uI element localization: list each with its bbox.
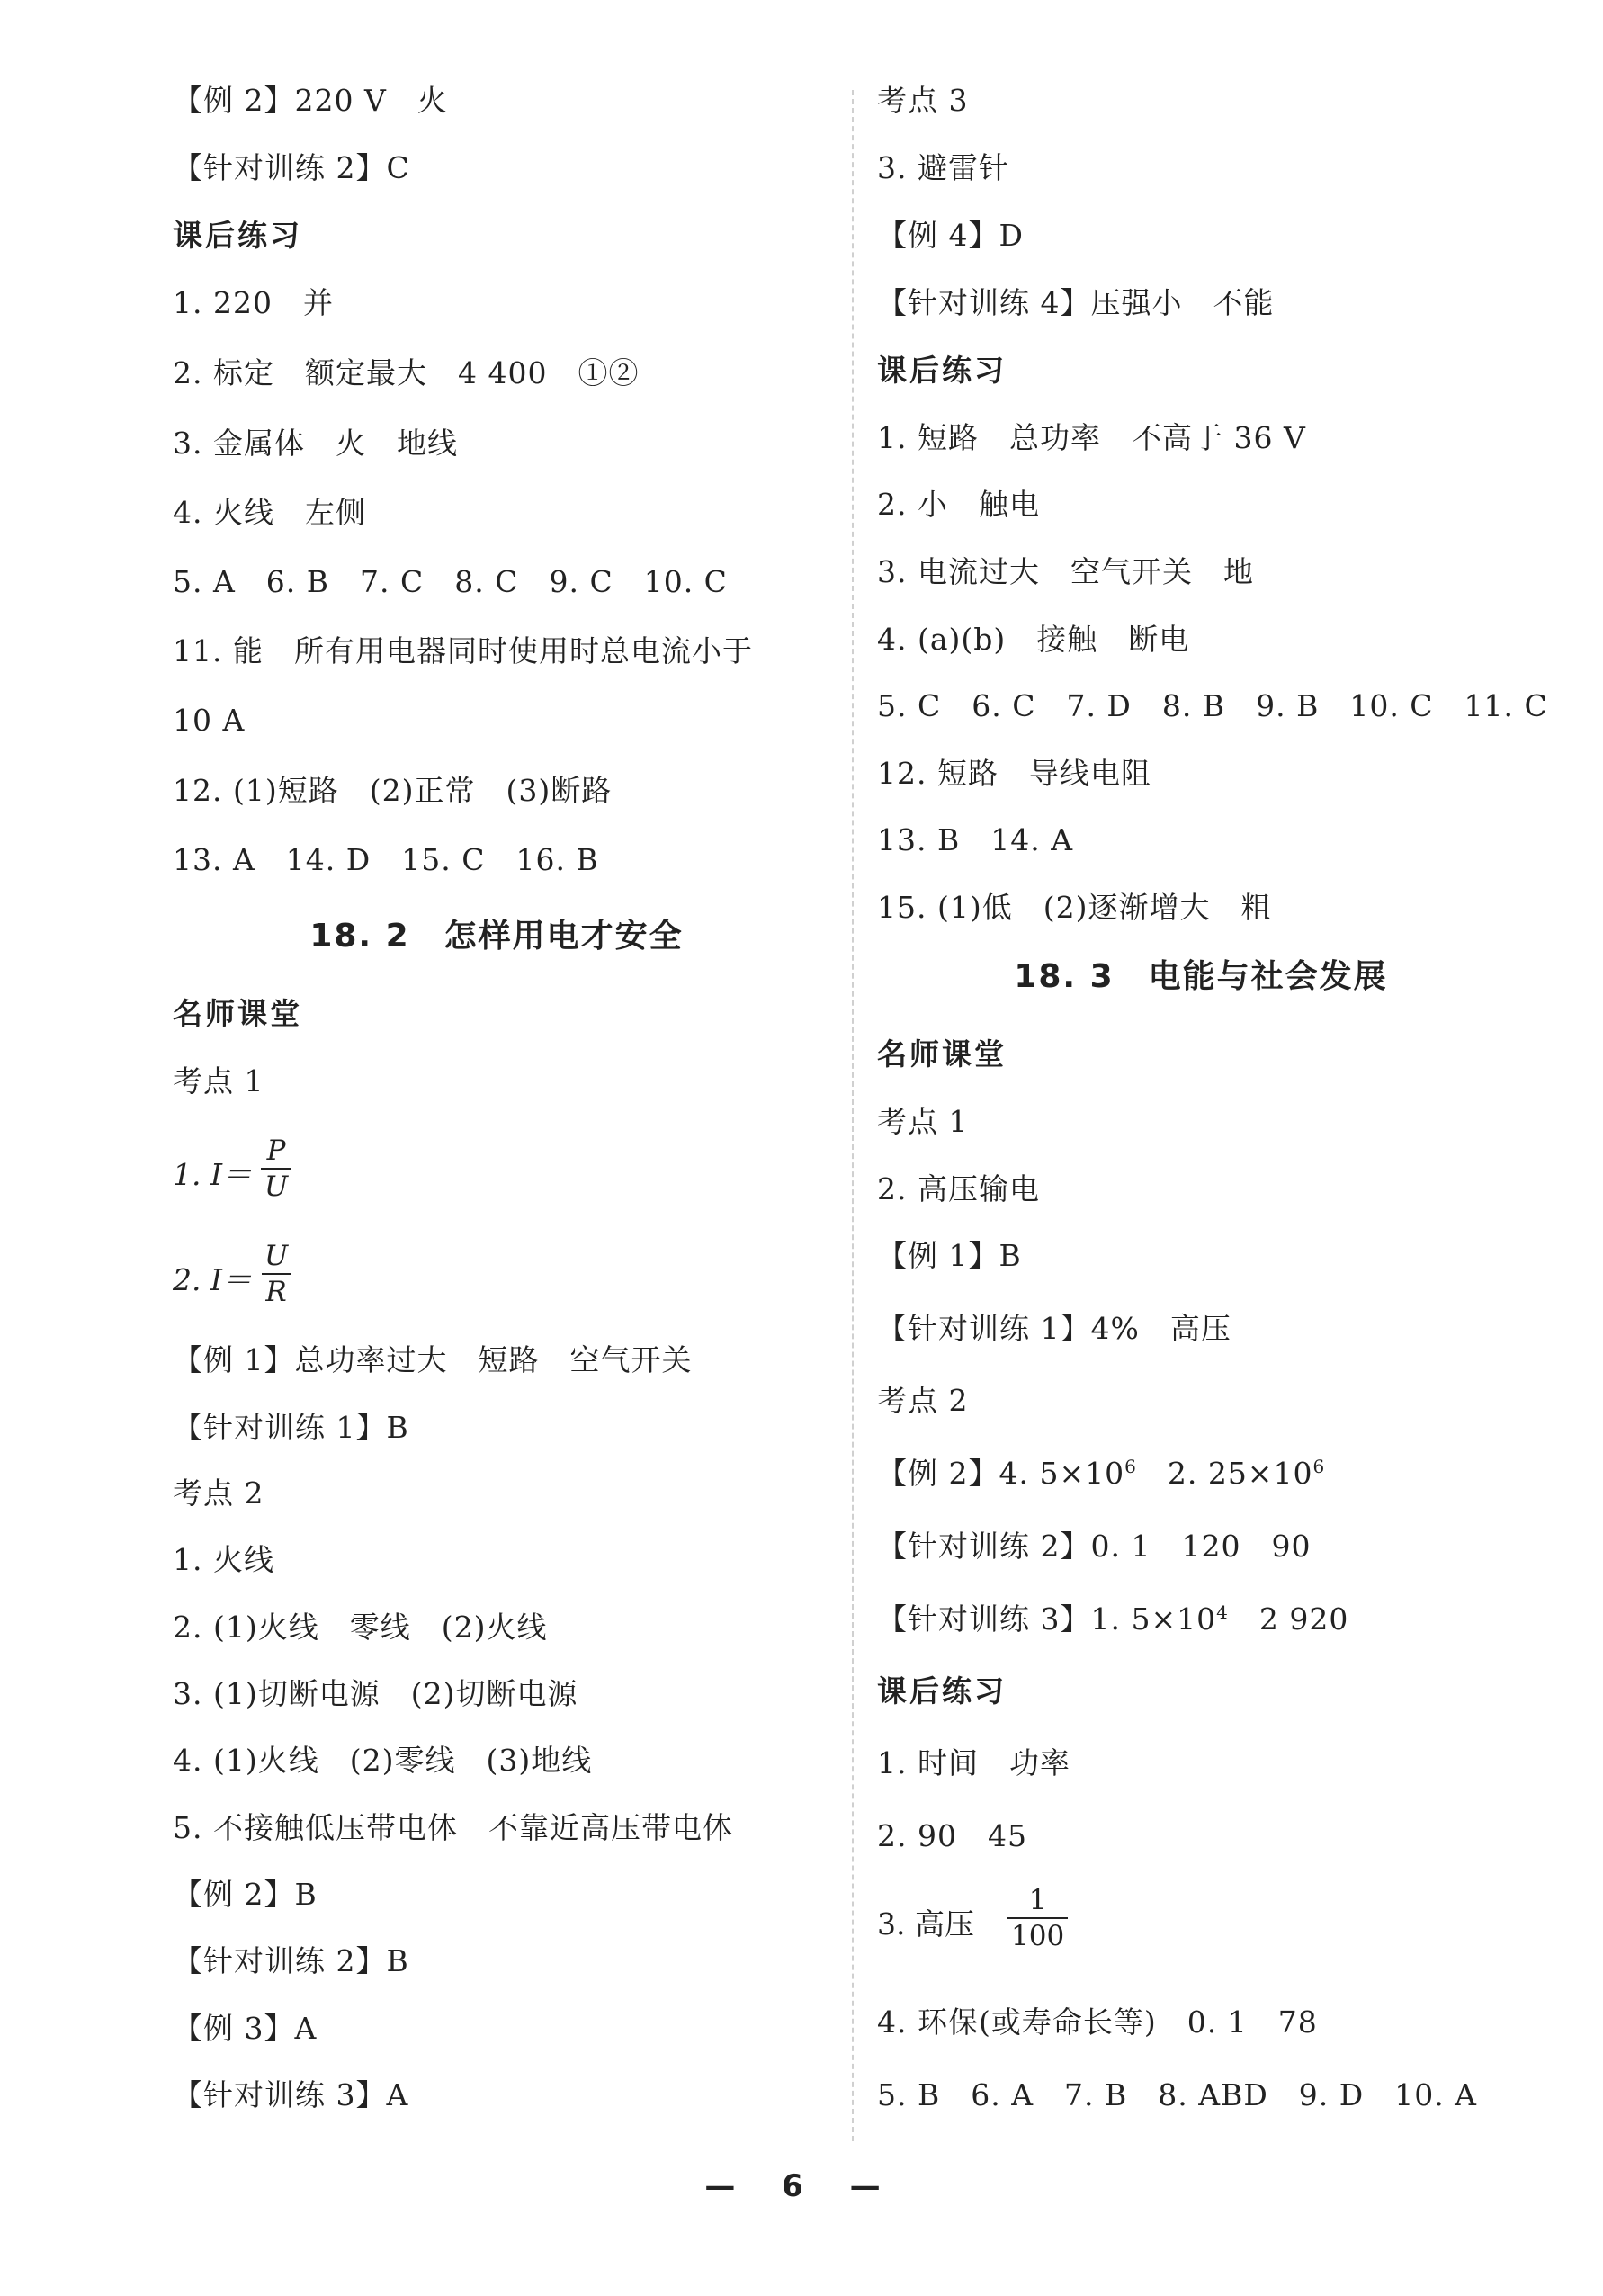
formula-prefix: 2. I＝	[173, 1262, 253, 1297]
page-number	[0, 2168, 1603, 2204]
sci-part: 【例 2】4. 5×10	[877, 1456, 1125, 1491]
dash: —	[849, 2168, 899, 2204]
sci-part: 2. 25×10	[1136, 1456, 1313, 1491]
section-title: 18. 3 电能与社会发展	[1014, 958, 1388, 995]
text-line: 3. 金属体 火 地线	[173, 426, 458, 461]
text-line: 1. 短路 总功率 不高于 36 V	[877, 420, 1306, 455]
section-title: 18. 2 怎样用电才安全	[309, 918, 684, 955]
text-line: 10 A	[173, 703, 246, 738]
text-line: 15. (1)低 (2)逐渐增大 粗	[877, 890, 1272, 925]
text-line: 5. A 6. B 7. C 8. C 9. C 10. C	[173, 564, 728, 599]
fraction	[1007, 1883, 1068, 1953]
text-line: 【针对训练 1】4% 高压	[877, 1311, 1231, 1346]
text-line: 2. 90 45	[877, 1818, 1027, 1853]
section-heading: 名师课堂	[877, 1036, 1007, 1072]
section-heading: 课后练习	[877, 353, 1007, 388]
text-line: 13. B 14. A	[877, 822, 1074, 857]
text-line: 考点 2	[173, 1475, 264, 1511]
text-line: 11. 能 所有用电器同时使用时总电流小于	[173, 633, 753, 668]
text-line: 3. 避雷针	[877, 150, 1009, 185]
sci-part: 【针对训练 3】1. 5×10	[877, 1601, 1217, 1637]
text-line: 考点 2	[877, 1383, 969, 1418]
text-line: 3. (1)切断电源 (2)切断电源	[173, 1676, 578, 1711]
text-line: 13. A 14. D 15. C 16. B	[173, 842, 599, 877]
text-line: 【例 2】B	[173, 1877, 318, 1912]
fraction	[261, 1239, 291, 1309]
text-line: 【例 4】D	[877, 218, 1024, 253]
text-line: 考点 1	[877, 1104, 969, 1139]
numerator: 1	[1028, 1884, 1047, 1916]
text-line: 考点 1	[173, 1063, 264, 1099]
text-line: 5. B 6. A 7. B 8. ABD 9. D 10. A	[877, 2077, 1478, 2112]
text-line: 2. (1)火线 零线 (2)火线	[173, 1610, 548, 1645]
text-line: 【例 1】B	[877, 1238, 1022, 1273]
exponent: 6	[1124, 1456, 1137, 1477]
column-divider	[852, 90, 854, 2141]
text-line: 2. 标定 额定最大 4 400 ①②	[173, 355, 640, 390]
denominator: 100	[1007, 1917, 1068, 1953]
formula-prefix: 1. I＝	[173, 1157, 253, 1192]
exponent: 4	[1216, 1601, 1229, 1623]
denominator: R	[262, 1273, 290, 1309]
fraction-prefix: 3. 高压	[877, 1906, 974, 1942]
text-line: 4. (a)(b) 接触 断电	[877, 622, 1190, 657]
text-line: 1. 220 并	[173, 285, 334, 320]
text-line: 【例 3】A	[173, 2011, 318, 2046]
text-line: 2. 高压输电	[877, 1171, 1040, 1206]
fraction	[261, 1134, 291, 1204]
numerator: U	[264, 1240, 289, 1272]
text-line: 4. 火线 左侧	[173, 495, 366, 530]
exponent: 6	[1312, 1456, 1326, 1477]
text-line: 【针对训练 1】B	[173, 1410, 409, 1445]
text-line: 4. 环保(或寿命长等) 0. 1 78	[877, 2005, 1318, 2040]
text-line: 【针对训练 4】压强小 不能	[877, 285, 1275, 320]
text-line: 【例 2】220 V 火	[173, 83, 448, 118]
section-heading: 课后练习	[173, 218, 302, 253]
sci-part: 2 920	[1228, 1601, 1349, 1637]
text-line: 2. 小 触电	[877, 487, 1040, 522]
text-line: 【针对训练 3】A	[173, 2077, 409, 2112]
page-number-value: 6	[782, 2168, 821, 2204]
section-heading: 课后练习	[877, 1673, 1007, 1709]
text-line: 【针对训练 2】B	[173, 1943, 409, 1978]
text-line: 5. C 6. C 7. D 8. B 9. B 10. C 11. C	[877, 688, 1548, 723]
text-line: 3. 电流过大 空气开关 地	[877, 554, 1254, 589]
text-line: 【针对训练 2】0. 1 120 90	[877, 1529, 1312, 1564]
text-line: 12. 短路 导线电阻	[877, 756, 1151, 791]
text-line: 12. (1)短路 (2)正常 (3)断路	[173, 773, 613, 808]
text-line: 1. 时间 功率	[877, 1745, 1070, 1780]
dash: —	[704, 2168, 754, 2204]
text-line: 1. 火线	[173, 1542, 274, 1577]
text-line: 【针对训练 2】C	[173, 150, 410, 185]
sci-notation-line	[877, 1600, 1348, 1639]
text-line: 4. (1)火线 (2)零线 (3)地线	[173, 1743, 593, 1778]
text-line: 5. 不接触低压带电体 不靠近高压带电体	[173, 1810, 733, 1845]
sci-notation-line	[877, 1454, 1325, 1493]
text-line: 【例 1】总功率过大 短路 空气开关	[173, 1342, 693, 1377]
text-line: 考点 3	[877, 83, 969, 118]
section-heading: 名师课堂	[173, 996, 302, 1031]
numerator: P	[266, 1135, 286, 1167]
denominator: U	[261, 1168, 291, 1204]
